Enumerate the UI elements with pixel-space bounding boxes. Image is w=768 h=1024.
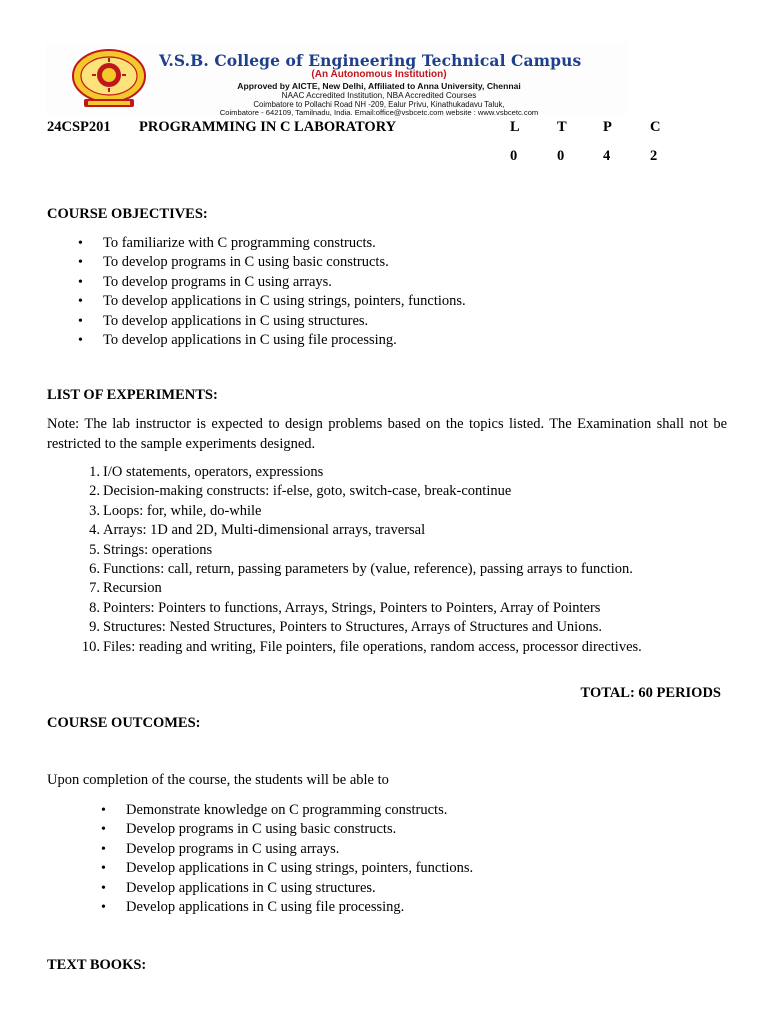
outcomes-heading: COURSE OUTCOMES: [47, 715, 201, 731]
bullet-icon: • [101, 841, 106, 857]
bullet-icon: • [78, 274, 83, 290]
address-line-1: Coimbatore to Pollachi Road NH -209, Ealur Privu, Kinathukadavu Taluk, [253, 100, 505, 109]
address-line-2: Coimbatore - 642109, Tamilnadu, India. Email:office@vsbcetc.com website : www.vsbcetc.com [219, 108, 539, 117]
textbooks-heading: TEXT BOOKS: [47, 957, 147, 973]
ltpc-header-c: C [650, 119, 661, 135]
college-header-banner [46, 42, 628, 117]
bullet-icon: • [78, 255, 83, 271]
ltpc-value-l: 0 [510, 148, 518, 164]
bullet-icon: • [101, 822, 106, 838]
ltpc-header-l: L [510, 119, 520, 135]
experiments-note: Note: The lab instructor is expected to design problems based on the topics listed. The Examination shall not be restricted to the sample experiments designed. [47, 416, 727, 452]
ltpc-header-p: P [603, 119, 612, 135]
college-name: V.S.B. College of Engineering Technical Campus [159, 51, 582, 70]
bullet-icon: • [78, 313, 83, 329]
college-logo-icon [66, 46, 152, 110]
bullet-icon: • [101, 803, 106, 818]
approval-line: Approved by AICTE, New Delhi, Affiliated to Anna University, Chennai [237, 81, 521, 91]
ltpc-value-p: 4 [603, 148, 611, 164]
ltpc-value-c: 2 [650, 148, 658, 164]
bullet-icon: • [78, 332, 83, 348]
ltpc-value-t: 0 [557, 148, 565, 164]
ltpc-header-t: T [557, 119, 567, 135]
objectives-heading: COURSE OBJECTIVES: [47, 206, 208, 222]
document-page: V.S.B. College of Engineering Technical Campus (An Autonomous Institution) Approved by AICTE, New Delhi, Affiliated to Anna University, Chennai NAAC Accredited Institution, NBA Accredited Courses Coimbatore to Pollachi Road NH -209, Ealur Privu, Kinathukadavu Taluk, Coimbatore - 642109, Tamilnadu, India. Email:office@vsbcetc.com website : www.vsbcetc.com 24CSP201 PROGRAMMING IN C LABORATORY L T P C 0 0 4 2 COURSE OBJECTIVES: • To familiarize with C programming constructs. • To develop programs in C using basic constructs. • To develop programs in C using arrays. • To develop applications in C using strings, pointers, functions. • To develop applications in C using structures. • To develop applications in C using file processing. LIST OF EXPERIMENTS: Note: The lab instructor is expected to design problems based on the topics listed. The Examination shall not be restricted to the sample experiments designed. 1. I/O statements, operators, expressions 2. Decision-making constructs: if-else, goto, switch-case, break-continue 3. Loops: for, while, do-while 4. Arrays: 1D and 2D, Multi-dimensional arrays, traversal 5. Strings: operations 6. Functions: call, return, passing parameters by (value, reference), passing arrays to function. 7. Recursion 8. Pointers: Pointers to functions, Arrays, Strings, Pointers to Pointers, Array of Pointers 9. Structures: Nested Structures, Pointers to Structures, Arrays of Structures and Unions. 10. Files: reading and writing, File pointers, file operations, random access, processor directives. TOTAL: 60 PERIODS COURSE OUTCOMES: Upon completion of the course, the students will be able to • Demonstrate knowledge on C programming constructs. • Develop programs in C using basic constructs. • Develop programs in C using arrays. • Develop applications in C using strings, pointers, functions. • Develop applications in C using structures. • Develop applications in C using file processing. TEXT BOOKS: [0, 0, 768, 1024]
outcomes-intro: Upon completion of the course, the students will be able to [47, 772, 389, 788]
autonomous-label: (An Autonomous Institution) [311, 69, 447, 80]
bullet-icon: • [101, 880, 106, 896]
course-code: 24CSP201 [47, 119, 111, 135]
bullet-icon: • [78, 294, 83, 310]
course-title: PROGRAMMING IN C LABORATORY [139, 119, 397, 135]
experiments-heading: LIST OF EXPERIMENTS: [47, 387, 218, 403]
accreditation-line: NAAC Accredited Institution, NBA Accredited Courses [281, 91, 477, 100]
total-periods: TOTAL: 60 PERIODS [580, 685, 721, 701]
bullet-icon: • [101, 899, 106, 915]
bullet-icon: • [101, 861, 106, 877]
bullet-icon: • [78, 236, 83, 251]
